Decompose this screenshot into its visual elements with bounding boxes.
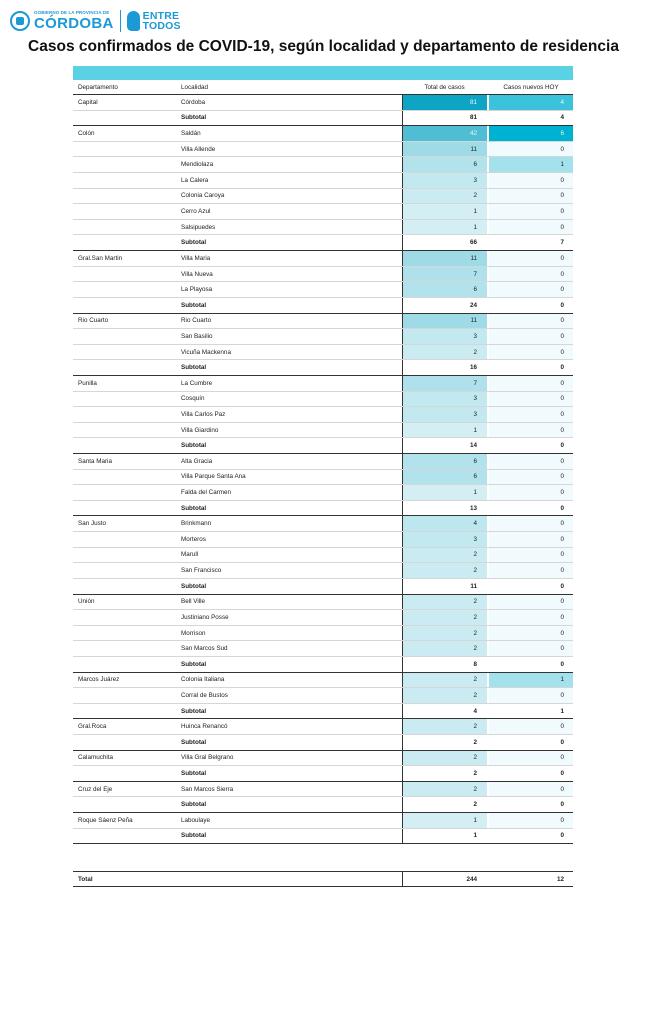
localidad-cell: La Cumbre (181, 379, 213, 387)
table-row (73, 251, 573, 267)
table-row (73, 719, 573, 735)
departamento-cell (73, 485, 173, 500)
departamento-cell (73, 548, 173, 563)
new-cases-cell: 4 (489, 95, 573, 110)
subtotal-label: Subtotal (181, 239, 207, 247)
new-cases-cell: 0 (489, 532, 573, 547)
departamento-cell (73, 704, 173, 719)
new-cases-cell: 0 (489, 626, 573, 641)
total-cases-cell: 6 (402, 282, 487, 297)
subtotal-total-cell: 11 (402, 579, 487, 594)
new-cases-cell: 0 (489, 282, 573, 297)
new-cases-cell: 0 (489, 470, 573, 485)
table-row (73, 314, 573, 330)
localidad-cell: Villa Carlos Paz (181, 410, 226, 418)
subtotal-total-cell: 24 (402, 298, 487, 313)
subtotal-row (73, 735, 573, 751)
table-row (73, 204, 573, 220)
table-row (73, 673, 573, 689)
subtotal-row (73, 797, 573, 813)
total-cases-cell: 2 (402, 782, 487, 797)
departamento-cell (73, 345, 173, 360)
localidad-cell: Mendiolaza (181, 161, 214, 169)
new-cases-cell: 0 (489, 813, 573, 828)
new-cases-cell: 0 (489, 407, 573, 422)
departamento-cell (73, 220, 173, 235)
subtotal-new-cell: 0 (560, 442, 564, 450)
table-row (73, 532, 573, 548)
total-cases-cell: 3 (402, 407, 487, 422)
departamento-cell (73, 829, 173, 844)
departamento-cell (73, 157, 173, 172)
subtotal-new-cell: 1 (560, 707, 564, 715)
subtotal-row (73, 704, 573, 720)
new-cases-cell: 0 (489, 751, 573, 766)
table-row (73, 142, 573, 158)
departamento-cell: Colón (78, 130, 95, 138)
subtotal-label: Subtotal (181, 660, 207, 668)
total-cases-cell: 2 (402, 673, 487, 688)
total-cases-cell: 11 (402, 314, 487, 329)
departamento-cell: San Justo (78, 520, 107, 528)
departamento-cell (73, 267, 173, 282)
departamento-cell (73, 282, 173, 297)
new-cases-cell: 0 (489, 329, 573, 344)
new-cases-cell: 0 (489, 142, 573, 157)
new-cases-cell: 0 (489, 516, 573, 531)
total-row (73, 871, 573, 887)
departamento-cell: Marcos Juárez (78, 676, 120, 684)
subtotal-label: Subtotal (181, 114, 207, 122)
logo-line2: CÓRDOBA (34, 14, 114, 32)
total-cases-cell: 2 (402, 563, 487, 578)
table-row (73, 329, 573, 345)
subtotal-label: Subtotal (181, 582, 207, 590)
subtotal-total-cell: 8 (402, 657, 487, 672)
localidad-cell: Brinkmann (181, 520, 212, 528)
localidad-cell: La Calera (181, 176, 209, 184)
header-departamento: Departamento (78, 83, 118, 91)
departamento-cell (73, 298, 173, 313)
localidad-cell: Marull (181, 551, 199, 559)
table-row (73, 95, 573, 111)
departamento-cell: Roque Sáenz Peña (78, 816, 133, 824)
departamento-cell: Cruz del Eje (78, 785, 113, 793)
table-row (73, 157, 573, 173)
table-row (73, 751, 573, 767)
departamento-cell (73, 204, 173, 219)
localidad-cell: Morteros (181, 535, 206, 543)
table-row (73, 548, 573, 564)
localidad-cell: Bell Ville (181, 598, 206, 606)
total-cases-cell: 7 (402, 376, 487, 391)
subtotal-row (73, 829, 573, 845)
total-cases-cell: 81 (402, 95, 487, 110)
subtotal-new-cell: 0 (560, 660, 564, 668)
total-cases-cell: 2 (402, 641, 487, 656)
province-seal-icon (10, 11, 30, 31)
table-row (73, 376, 573, 392)
logo-line1: GOBIERNO DE LA PROVINCIA DE (34, 10, 110, 16)
total-cases-cell: 42 (402, 126, 487, 141)
table-row (73, 485, 573, 501)
localidad-cell: Villa Nueva (181, 270, 213, 278)
table-row (73, 267, 573, 283)
departamento-cell (73, 360, 173, 375)
departamento-cell (73, 797, 173, 812)
total-cases-cell: 3 (402, 532, 487, 547)
new-cases-cell: 0 (489, 314, 573, 329)
new-cases-cell: 0 (489, 688, 573, 703)
total-cases-cell: 1 (402, 204, 487, 219)
total-cases-cell: 2 (402, 688, 487, 703)
localidad-cell: Alta Gracia (181, 457, 213, 465)
subtotal-total-cell: 16 (402, 360, 487, 375)
localidad-cell: Salsipuedes (181, 223, 216, 231)
total-cases-cell: 3 (402, 329, 487, 344)
total-cases-cell: 1 (402, 813, 487, 828)
table-header-row (73, 80, 573, 95)
subtotal-new-cell: 0 (560, 301, 564, 309)
new-cases-cell: 0 (489, 204, 573, 219)
localidad-cell: Corral de Bustos (181, 691, 228, 699)
subtotal-new-cell: 0 (560, 504, 564, 512)
total-cases-cell: 6 (402, 454, 487, 469)
subtotal-label: Subtotal (181, 707, 207, 715)
localidad-cell: Cerro Azul (181, 208, 211, 216)
localidad-cell: Laboulaye (181, 816, 211, 824)
slogan-line2: TODOS (142, 20, 181, 32)
table-row (73, 782, 573, 798)
table-row (73, 345, 573, 361)
subtotal-label: Subtotal (181, 504, 207, 512)
localidad-cell: Colonia Italiana (181, 676, 225, 684)
new-cases-cell: 0 (489, 173, 573, 188)
new-cases-cell: 1 (489, 157, 573, 172)
subtotal-total-cell: 81 (402, 111, 487, 126)
departamento-cell (73, 438, 173, 453)
localidad-cell: Huinca Renancó (181, 723, 228, 731)
departamento-cell (73, 189, 173, 204)
table-row (73, 173, 573, 189)
subtotal-new-cell: 0 (560, 770, 564, 777)
new-cases-cell: 0 (489, 595, 573, 610)
new-cases-cell: 0 (489, 548, 573, 563)
departamento-cell (73, 610, 173, 625)
page-title: Casos confirmados de COVID-19, según localidad y departamento de residencia (28, 38, 619, 55)
new-cases-cell: 0 (489, 610, 573, 625)
new-cases-cell: 0 (489, 392, 573, 407)
new-cases-cell: 0 (489, 345, 573, 360)
header-localidad: Localidad (181, 83, 208, 91)
subtotal-total-cell: 66 (402, 235, 487, 250)
subtotal-label: Subtotal (181, 801, 207, 809)
localidad-cell: Villa Maria (181, 254, 211, 262)
logo-divider (120, 10, 121, 32)
new-cases-cell: 0 (489, 220, 573, 235)
subtotal-total-cell: 4 (402, 704, 487, 719)
total-cases-cell: 11 (402, 142, 487, 157)
total-label: Total (78, 875, 93, 883)
localidad-cell: Justiniano Posse (181, 613, 229, 621)
total-cases-cell: 2 (402, 345, 487, 360)
table-row (73, 688, 573, 704)
entre-todos-head-icon (127, 11, 140, 31)
table-row (73, 563, 573, 579)
total-cases-cell: 2 (402, 610, 487, 625)
localidad-cell: San Marcos Sierra (181, 785, 234, 793)
subtotal-row (73, 111, 573, 127)
departamento-cell (73, 235, 173, 250)
departamento-cell (73, 579, 173, 594)
table-row (73, 813, 573, 829)
new-cases-cell: 0 (489, 641, 573, 656)
table-row (73, 626, 573, 642)
subtotal-new-cell: 0 (560, 832, 564, 840)
departamento-cell: Capital (78, 98, 98, 106)
table-row (73, 595, 573, 611)
new-cases-cell: 0 (489, 189, 573, 204)
localidad-cell: Falda del Carmen (181, 489, 232, 497)
departamento-cell (73, 111, 173, 126)
departamento-cell (73, 142, 173, 157)
departamento-cell (73, 173, 173, 188)
subtotal-row (73, 657, 573, 673)
localidad-cell: Villa Allende (181, 145, 216, 153)
table-row (73, 454, 573, 470)
subtotal-label: Subtotal (181, 364, 207, 372)
subtotal-total-cell: 2 (402, 766, 487, 781)
departamento-cell: Punilla (78, 379, 97, 387)
subtotal-label: Subtotal (181, 832, 207, 840)
localidad-cell: San Francisco (181, 567, 222, 575)
subtotal-total-cell: 13 (402, 501, 487, 516)
total-cases-cell: 1 (402, 220, 487, 235)
localidad-cell: Cosquín (181, 395, 205, 403)
gobierno-cordoba-logo (10, 8, 181, 34)
total-cases-cell: 11 (402, 251, 487, 266)
localidad-cell: Villa Gral Belgrano (181, 754, 234, 762)
subtotal-new-cell: 0 (560, 582, 564, 590)
table-header-bar (73, 66, 573, 80)
departamento-cell: Rio Cuarto (78, 317, 109, 325)
cases-table (73, 80, 573, 844)
total-cases-cell: 2 (402, 189, 487, 204)
new-cases-cell: 0 (489, 563, 573, 578)
table-row (73, 610, 573, 626)
total-cases-cell: 4 (402, 516, 487, 531)
subtotal-new-cell: 4 (560, 114, 564, 122)
departamento-cell: Santa Maria (78, 457, 112, 465)
total-cases-cell: 2 (402, 595, 487, 610)
departamento-cell (73, 641, 173, 656)
total-cases-cell: 1 (402, 485, 487, 500)
subtotal-total-cell: 14 (402, 438, 487, 453)
subtotal-row (73, 298, 573, 314)
table-row (73, 282, 573, 298)
table-row (73, 126, 573, 142)
new-cases-cell: 0 (489, 485, 573, 500)
new-cases-cell: 0 (489, 267, 573, 282)
departamento-cell (73, 735, 173, 750)
total-cases-cell: 3 (402, 392, 487, 407)
table-row (73, 470, 573, 486)
departamento-cell (73, 532, 173, 547)
departamento-cell: Gral.Roca (78, 723, 107, 731)
subtotal-label: Subtotal (181, 442, 207, 450)
departamento-cell: Calamuchita (78, 754, 113, 762)
table-row (73, 392, 573, 408)
departamento-cell (73, 470, 173, 485)
localidad-cell: San Basilio (181, 332, 213, 340)
total-cases-cell: 2 (402, 751, 487, 766)
total-cases-value: 244 (402, 872, 487, 886)
entre-todos-slogan (143, 11, 181, 31)
subtotal-row (73, 438, 573, 454)
new-cases-cell: 0 (489, 423, 573, 438)
departamento-cell (73, 657, 173, 672)
departamento-cell: Gral.San Martin (78, 254, 123, 262)
new-cases-cell: 0 (489, 251, 573, 266)
total-cases-cell: 6 (402, 157, 487, 172)
subtotal-row (73, 235, 573, 251)
localidad-cell: Villa Giardino (181, 426, 219, 434)
new-cases-cell: 0 (489, 719, 573, 734)
subtotal-label: Subtotal (181, 770, 207, 777)
departamento-cell (73, 563, 173, 578)
total-cases-cell: 2 (402, 548, 487, 563)
table-row (73, 516, 573, 532)
new-cases-cell: 0 (489, 454, 573, 469)
subtotal-row (73, 501, 573, 517)
new-cases-cell: 0 (489, 376, 573, 391)
subtotal-total-cell: 1 (402, 829, 487, 844)
departamento-cell (73, 688, 173, 703)
subtotal-label: Subtotal (181, 738, 207, 746)
header-casos-nuevos: Casos nuevos HOY (503, 83, 559, 91)
logo-wordmark (34, 11, 114, 31)
total-cases-cell: 2 (402, 719, 487, 734)
slogan-line1: ENTRE (142, 10, 180, 22)
departamento-cell: Unión (78, 598, 95, 606)
subtotal-total-cell: 2 (402, 735, 487, 750)
subtotal-total-cell: 2 (402, 797, 487, 812)
total-cases-cell: 3 (402, 173, 487, 188)
localidad-cell: San Marcos Sud (181, 645, 228, 653)
departamento-cell (73, 392, 173, 407)
total-cases-cell: 6 (402, 470, 487, 485)
total-new-value: 12 (556, 875, 564, 883)
subtotal-new-cell: 0 (560, 738, 564, 746)
localidad-cell: Colonia Caroya (181, 192, 225, 200)
departamento-cell (73, 329, 173, 344)
new-cases-cell: 6 (489, 126, 573, 141)
departamento-cell (73, 626, 173, 641)
localidad-cell: Vicuña Mackenna (181, 348, 231, 356)
departamento-cell (73, 407, 173, 422)
localidad-cell: Villa Parque Santa Ana (181, 473, 246, 481)
subtotal-row (73, 579, 573, 595)
localidad-cell: La Playosa (181, 286, 213, 294)
new-cases-cell: 0 (489, 782, 573, 797)
subtotal-new-cell: 0 (560, 801, 564, 809)
departamento-cell (73, 501, 173, 516)
table-row (73, 641, 573, 657)
total-cases-cell: 2 (402, 626, 487, 641)
total-cases-cell: 7 (402, 267, 487, 282)
table-row (73, 189, 573, 205)
subtotal-new-cell: 0 (560, 364, 564, 372)
subtotal-row (73, 360, 573, 376)
subtotal-new-cell: 7 (560, 239, 564, 247)
table-row (73, 423, 573, 439)
table-row (73, 220, 573, 236)
table-row (73, 407, 573, 423)
localidad-cell: Saldán (181, 130, 201, 138)
departamento-cell (73, 423, 173, 438)
subtotal-row (73, 766, 573, 782)
localidad-cell: Córdoba (181, 98, 206, 106)
total-cases-cell: 1 (402, 423, 487, 438)
localidad-cell: Morrison (181, 629, 206, 637)
departamento-cell (73, 766, 173, 781)
new-cases-cell: 1 (489, 673, 573, 688)
header-total-casos: Total de casos (424, 83, 465, 91)
subtotal-label: Subtotal (181, 301, 207, 309)
localidad-cell: Rio Cuarto (181, 317, 212, 325)
